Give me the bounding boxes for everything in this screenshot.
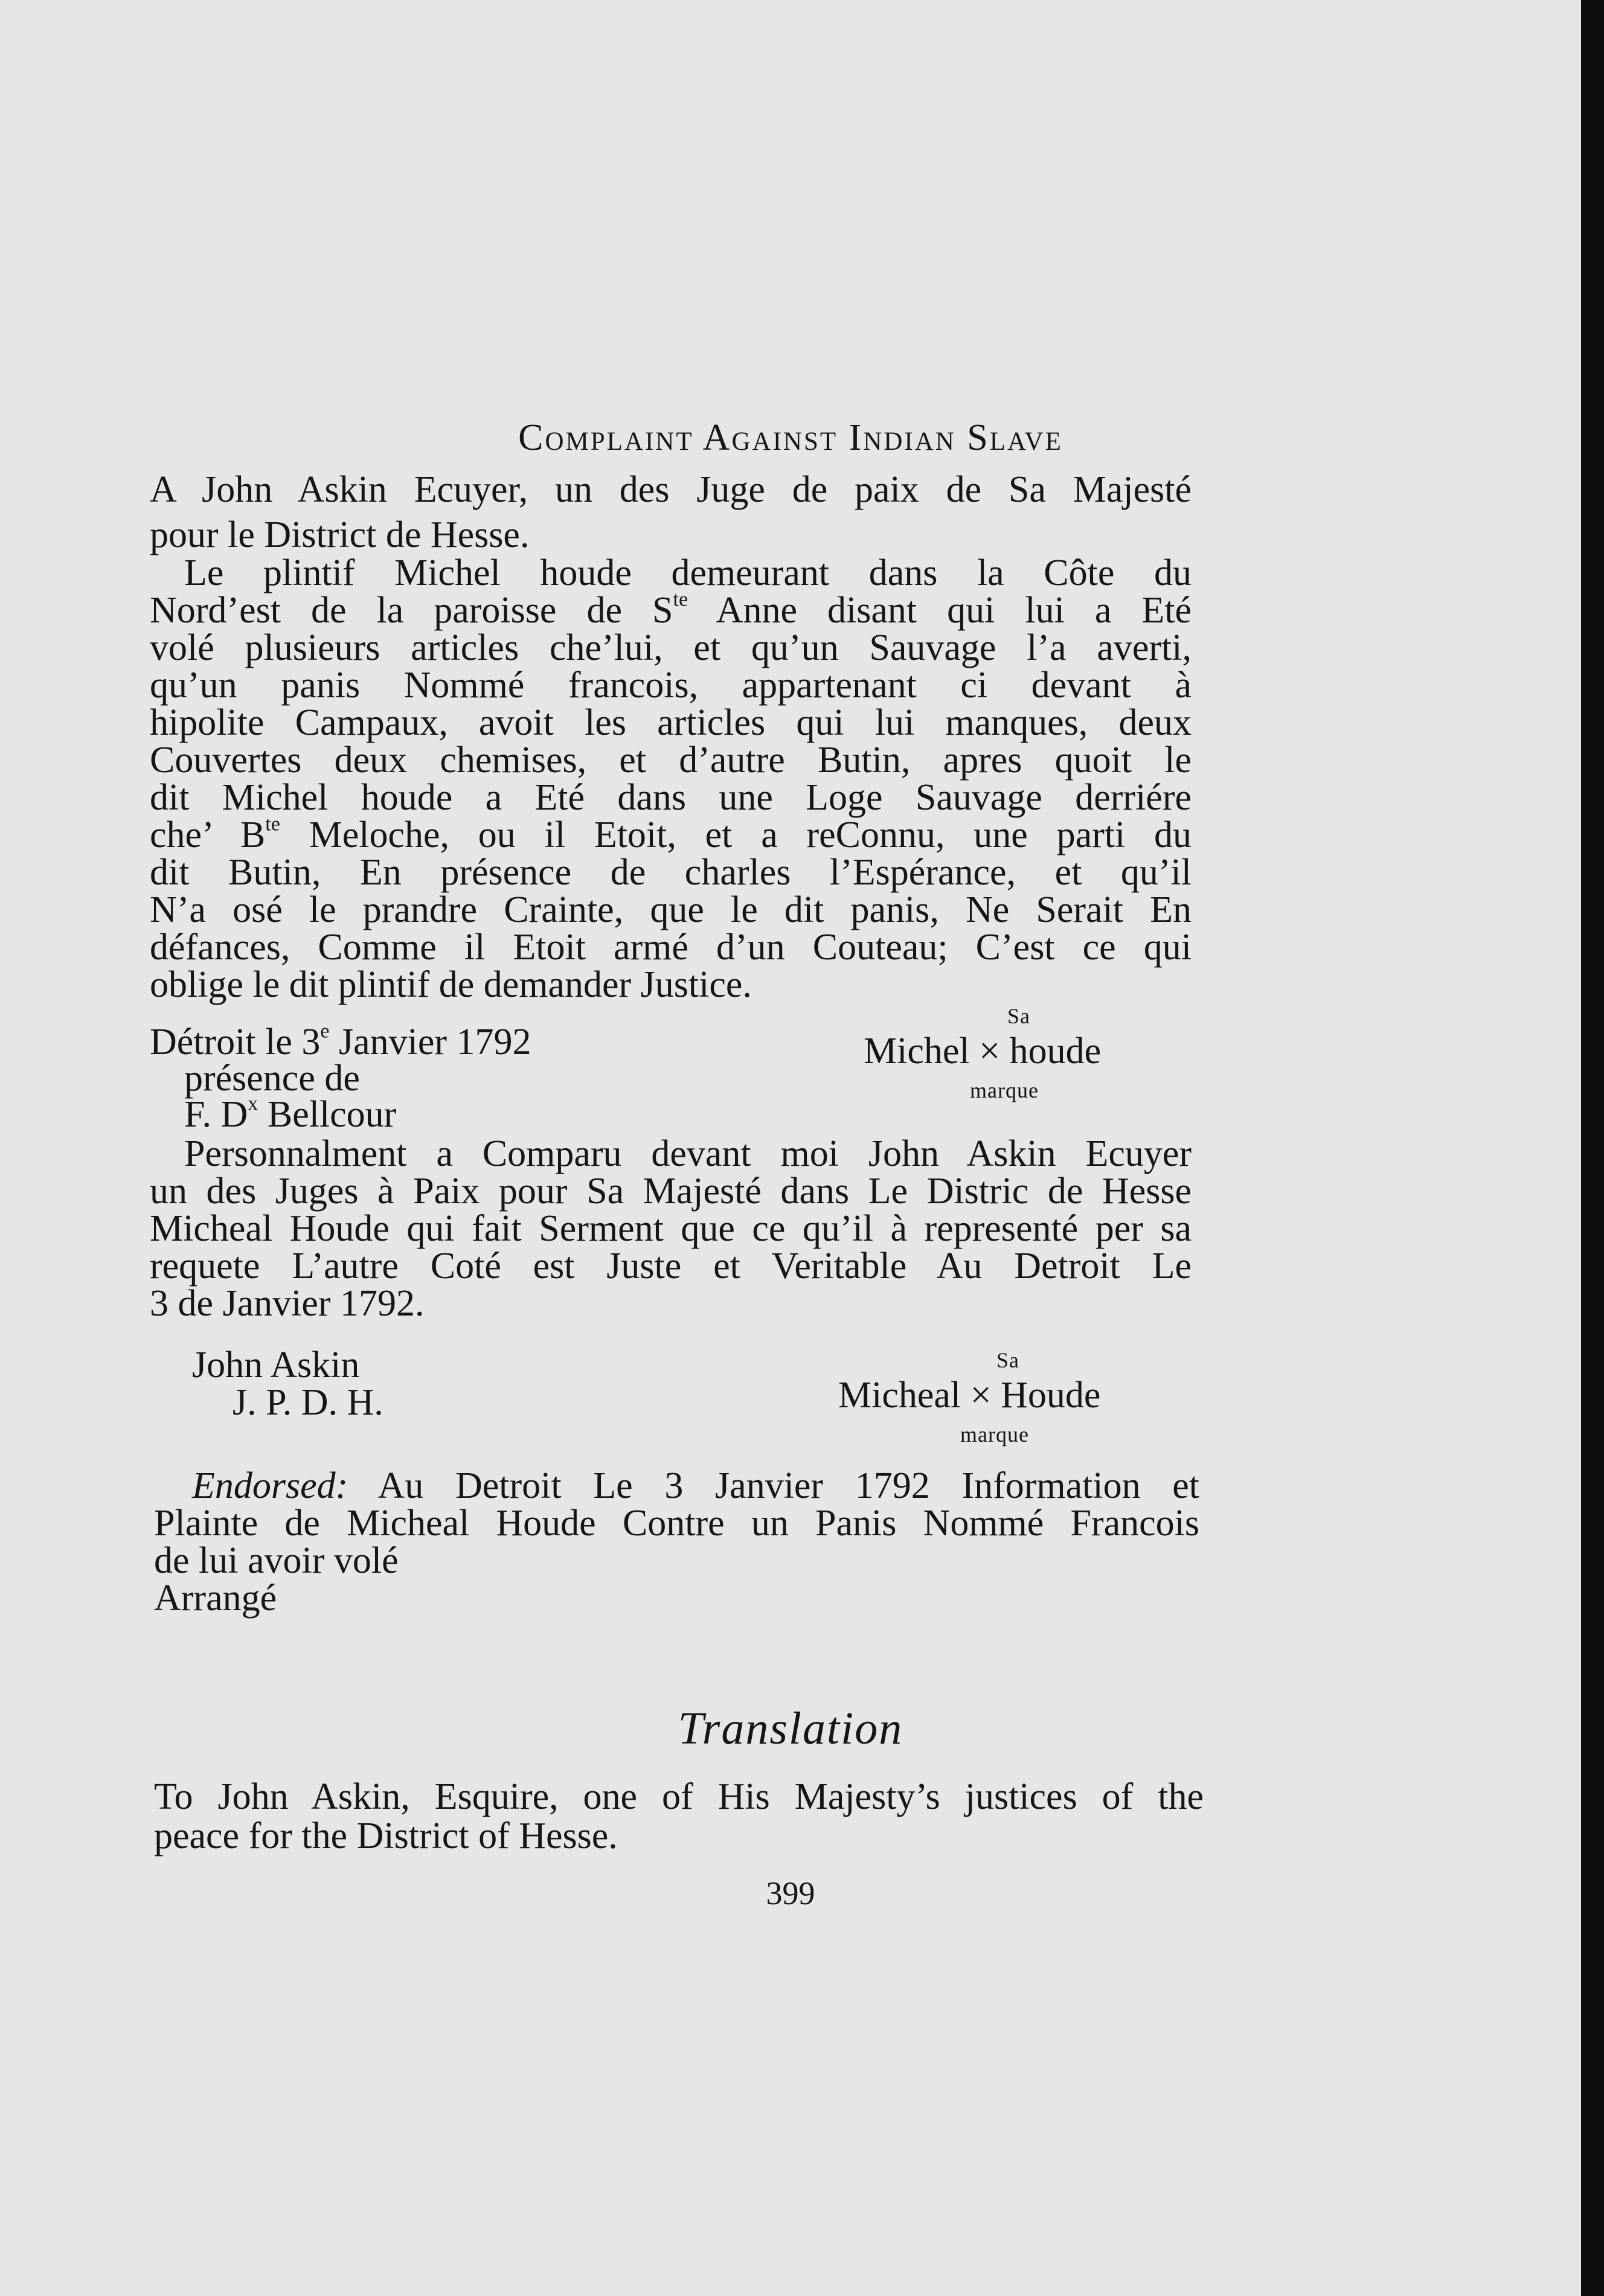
complaint-line-1: Le plintif Michel houde demeurant dans la Côte du <box>184 552 1192 593</box>
complaint-line-9: dit Butin, En présence de charles l’Espérance, et qu’il <box>150 852 1192 893</box>
endorsement-line-4: Arrangé <box>154 1578 277 1619</box>
presence-label: présence de <box>184 1058 360 1099</box>
translation-line-2: peace for the District of Hesse. <box>154 1815 618 1856</box>
page-edge-shadow <box>1581 0 1604 2296</box>
mark-2-name: Micheal × Houde <box>838 1375 1101 1416</box>
complaint-line-2: Nord’est de la paroisse de $S^{te}$ Anne disant qui lui a Eté <box>150 588 1192 631</box>
oath-line-5: 3 de Janvier 1792. <box>150 1283 425 1324</box>
address-line-2: pour le District de Hesse. <box>150 514 530 555</box>
complaint-line-5: hipolite Campaux, avoit les articles qui lui manques, deux <box>150 702 1192 743</box>
witness-name: F. $D^x$ Bellcour <box>184 1092 397 1135</box>
complaint-line-11: défances, Comme il Etoit armé d’un Couteau; C’est ce qui <box>150 927 1192 968</box>
signature-title: J. P. D. H. <box>233 1382 383 1423</box>
place-date: Détroit le 3e Janvier 1792 <box>150 1020 531 1063</box>
mark-2-below: marque <box>960 1422 1029 1447</box>
mark-1-below: marque <box>970 1078 1039 1102</box>
complaint-line-8: che’ $B^{te}$ Meloche, ou il Etoit, et a reConnu, une parti du <box>150 813 1192 855</box>
signature-name: John Askin <box>192 1345 360 1386</box>
oath-line-3: Micheal Houde qui fait Serment que ce qu’il à representé per sa <box>150 1208 1192 1249</box>
complaint-line-4: qu’un panis Nommé francois, appartenant ci devant à <box>150 665 1192 706</box>
oath-line-4: requete L’autre Coté est Juste et Veritable Au Detroit Le <box>150 1246 1192 1287</box>
endorsement-line-1: Endorsed: Au Detroit Le 3 Janvier 1792 Information et <box>192 1465 1199 1506</box>
address-line-1: A John Askin Ecuyer, un des Juge de paix de Sa Majesté <box>150 469 1192 510</box>
complaint-line-6: Couvertes deux chemises, et d’autre Butin, apres quoit le <box>150 740 1192 781</box>
complaint-line-10: N’a osé le prandre Crainte, que le dit panis, Ne Serait En <box>150 889 1192 930</box>
mark-1-name: Michel × houde <box>864 1031 1102 1072</box>
endorsement-line-2: Plainte de Micheal Houde Contre un Panis Nommé Francois <box>154 1503 1199 1544</box>
mark-2-above: Sa <box>996 1348 1019 1372</box>
complaint-line-3: volé plusieurs articles che’lui, et qu’un Sauvage l’a averti, <box>150 627 1192 668</box>
document-title: Complaint Against Indian Slave <box>518 417 1063 458</box>
translation-line-1: To John Askin, Esquire, one of His Majesty’s justices of the <box>154 1776 1204 1817</box>
translation-heading: Translation <box>678 1703 903 1754</box>
endorsement-line-3: de lui avoir volé <box>154 1540 399 1581</box>
page-number: 399 <box>766 1875 815 1911</box>
complaint-line-12: oblige le dit plintif de demander Justice. <box>150 964 752 1005</box>
complaint-line-7: dit Michel houde a Eté dans une Loge Sauvage derriére <box>150 777 1192 818</box>
mark-1-above: Sa <box>1007 1004 1030 1028</box>
oath-line-2: un des Juges à Paix pour Sa Majesté dans Le Distric de Hesse <box>150 1171 1192 1212</box>
oath-line-1: Personnalment a Comparu devant moi John Askin Ecuyer <box>184 1133 1192 1174</box>
